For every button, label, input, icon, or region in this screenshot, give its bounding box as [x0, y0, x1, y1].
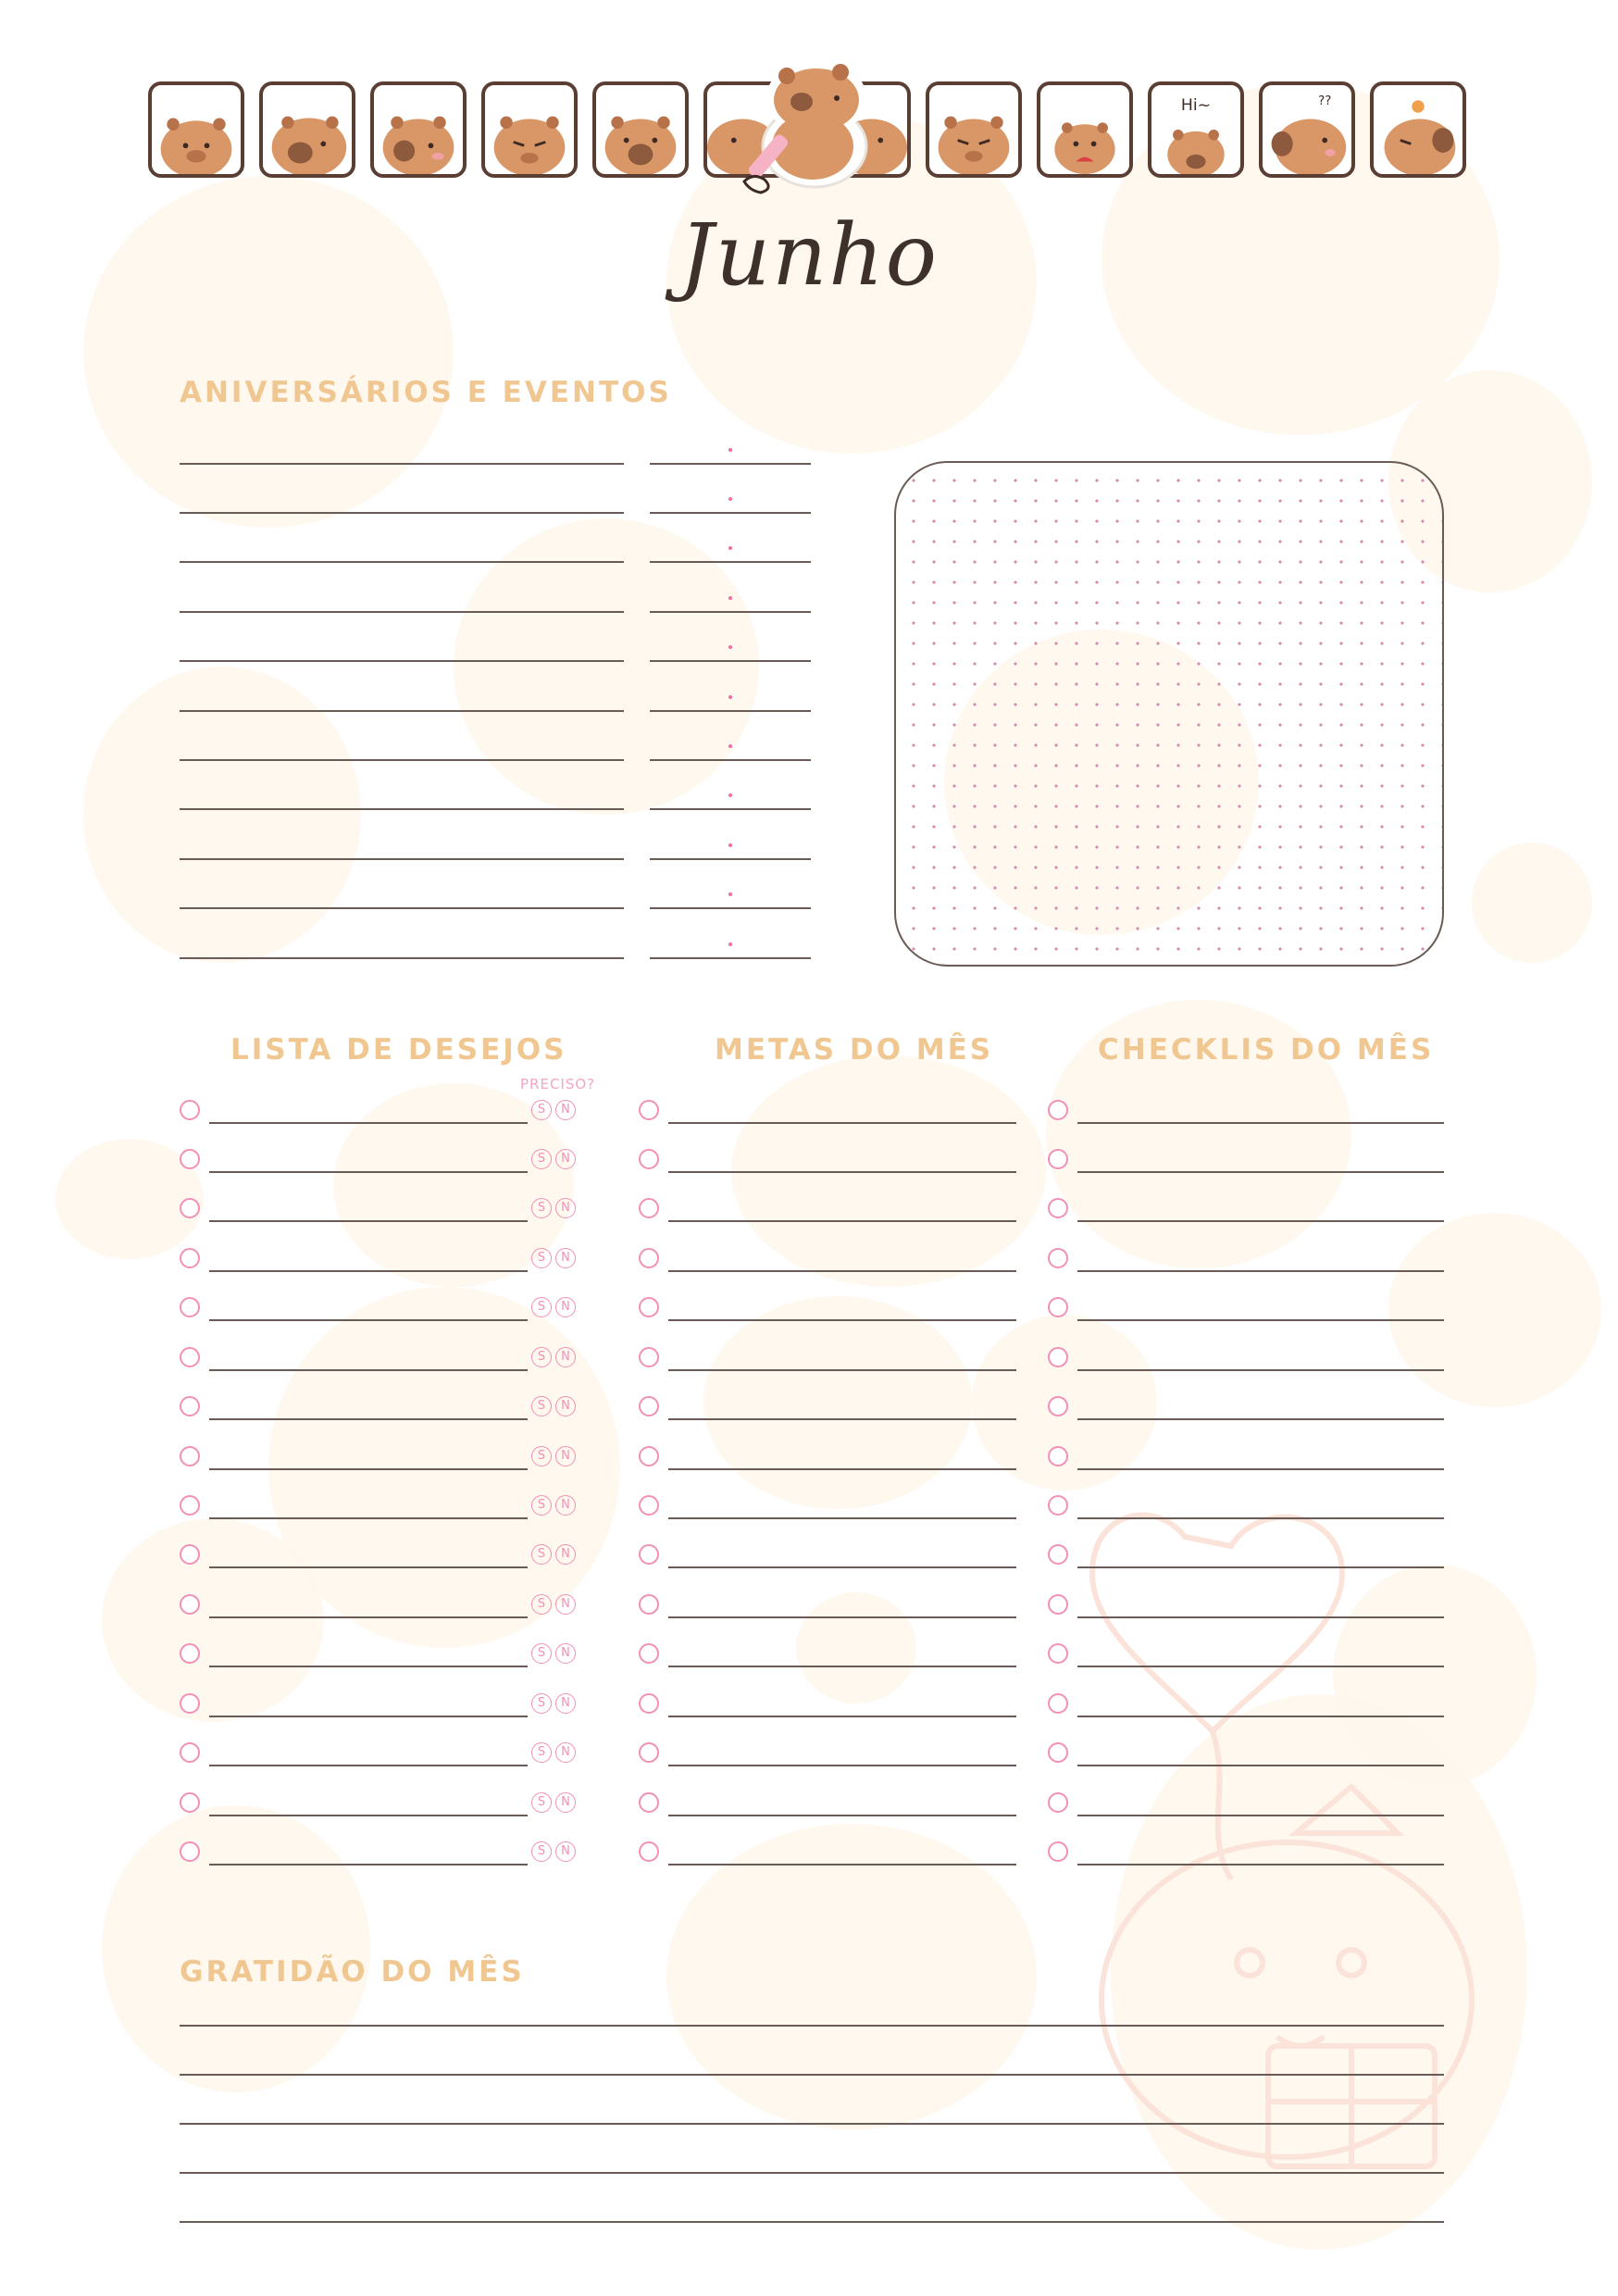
goal-line[interactable]: [668, 1864, 1016, 1866]
month-title: Junho: [678, 206, 940, 305]
yes-option[interactable]: S: [531, 1594, 552, 1615]
checklist-checkbox[interactable]: [1048, 1594, 1068, 1615]
wishlist-checkbox[interactable]: [180, 1742, 200, 1763]
checklist-checkbox[interactable]: [1048, 1841, 1068, 1862]
checklist-checkbox[interactable]: [1048, 1149, 1068, 1169]
wishlist-checkbox[interactable]: [180, 1693, 200, 1714]
goal-checkbox[interactable]: [639, 1792, 659, 1813]
goal-line[interactable]: [668, 1468, 1016, 1470]
wishlist-line[interactable]: [209, 1517, 528, 1519]
capybara-writing-pencil-icon: [713, 43, 889, 200]
goal-line[interactable]: [668, 1765, 1016, 1766]
goal-line[interactable]: [668, 1418, 1016, 1420]
checklist-checkbox[interactable]: [1048, 1693, 1068, 1714]
checklist-line[interactable]: [1077, 1468, 1444, 1470]
yes-option[interactable]: S: [531, 1742, 552, 1763]
checklist-checkbox[interactable]: [1048, 1297, 1068, 1317]
event-date-line[interactable]: [650, 561, 811, 563]
event-date-line[interactable]: [650, 759, 811, 761]
checklist-checkbox[interactable]: [1048, 1792, 1068, 1813]
wishlist-line[interactable]: [209, 1616, 528, 1618]
wishlist-line[interactable]: [209, 1815, 528, 1816]
date-separator-dot: [728, 892, 732, 896]
checklist-section-title: CHECKLIS DO MÊS: [1098, 1033, 1435, 1067]
capybara-sticker-icon: [926, 81, 1022, 178]
no-option[interactable]: N: [555, 1693, 576, 1714]
checklist-line[interactable]: [1077, 1369, 1444, 1371]
capybara-sticker-icon: [592, 81, 689, 178]
goal-line[interactable]: [668, 1517, 1016, 1519]
yes-option[interactable]: S: [531, 1347, 552, 1367]
capybara-sticker-icon: [481, 81, 578, 178]
goal-line[interactable]: [668, 1815, 1016, 1816]
dot-grid-notes-box[interactable]: [894, 461, 1444, 967]
yes-option[interactable]: S: [531, 1100, 552, 1120]
no-option[interactable]: N: [555, 1100, 576, 1120]
event-date-line[interactable]: [650, 808, 811, 810]
wishlist-checkbox[interactable]: [180, 1495, 200, 1516]
goal-checkbox[interactable]: [639, 1594, 659, 1615]
goal-checkbox[interactable]: [639, 1347, 659, 1367]
checklist-line[interactable]: [1077, 1171, 1444, 1173]
event-name-line[interactable]: [180, 808, 624, 810]
goal-checkbox[interactable]: [639, 1544, 659, 1565]
event-date-line[interactable]: [650, 907, 811, 909]
wishlist-section-title: LISTA DE DESEJOS: [230, 1033, 567, 1067]
wishlist-checkbox[interactable]: [180, 1149, 200, 1169]
gratitude-line[interactable]: [180, 2025, 1444, 2027]
event-date-line[interactable]: [650, 957, 811, 959]
checklist-checkbox[interactable]: [1048, 1396, 1068, 1416]
goal-line[interactable]: [668, 1566, 1016, 1568]
checklist-line[interactable]: [1077, 1616, 1444, 1618]
checklist-checkbox[interactable]: [1048, 1100, 1068, 1120]
preciso-label: PRECISO?: [520, 1076, 596, 1092]
yes-option[interactable]: S: [531, 1297, 552, 1317]
wishlist-checkbox[interactable]: [180, 1100, 200, 1120]
event-name-line[interactable]: [180, 907, 624, 909]
capybara-sticker-icon: [1037, 81, 1133, 178]
wishlist-checkbox[interactable]: [180, 1297, 200, 1317]
date-separator-dot: [728, 942, 732, 946]
goal-checkbox[interactable]: [639, 1495, 659, 1516]
checklist-checkbox[interactable]: [1048, 1198, 1068, 1218]
yes-option[interactable]: S: [531, 1396, 552, 1416]
goal-line[interactable]: [668, 1666, 1016, 1667]
wishlist-checkbox[interactable]: [180, 1792, 200, 1813]
wishlist-checkbox[interactable]: [180, 1347, 200, 1367]
wishlist-checkbox[interactable]: [180, 1198, 200, 1218]
no-option[interactable]: N: [555, 1495, 576, 1516]
wishlist-line[interactable]: [209, 1319, 528, 1321]
checklist-line[interactable]: [1077, 1418, 1444, 1420]
goal-checkbox[interactable]: [639, 1643, 659, 1664]
wishlist-line[interactable]: [209, 1765, 528, 1766]
no-option[interactable]: N: [555, 1248, 576, 1268]
goal-line[interactable]: [668, 1220, 1016, 1222]
yes-option[interactable]: S: [531, 1693, 552, 1714]
capybara-sticker-icon: [259, 81, 355, 178]
wishlist-line[interactable]: [209, 1270, 528, 1272]
wishlist-checkbox[interactable]: [180, 1544, 200, 1565]
wishlist-line[interactable]: [209, 1468, 528, 1470]
event-name-line[interactable]: [180, 858, 624, 860]
goal-checkbox[interactable]: [639, 1841, 659, 1862]
event-name-line[interactable]: [180, 710, 624, 712]
wishlist-checkbox[interactable]: [180, 1841, 200, 1862]
gratitude-line[interactable]: [180, 2172, 1444, 2174]
no-option[interactable]: N: [555, 1297, 576, 1317]
goal-line[interactable]: [668, 1716, 1016, 1717]
checklist-line[interactable]: [1077, 1765, 1444, 1766]
checklist-line[interactable]: [1077, 1270, 1444, 1272]
goal-checkbox[interactable]: [639, 1149, 659, 1169]
goal-line[interactable]: [668, 1171, 1016, 1173]
wishlist-line[interactable]: [209, 1666, 528, 1667]
yes-option[interactable]: S: [531, 1446, 552, 1466]
goal-checkbox[interactable]: [639, 1742, 659, 1763]
goal-checkbox[interactable]: [639, 1446, 659, 1466]
wishlist-line[interactable]: [209, 1566, 528, 1568]
no-option[interactable]: N: [555, 1792, 576, 1813]
gratitude-line[interactable]: [180, 2221, 1444, 2223]
date-separator-dot: [728, 793, 732, 797]
date-separator-dot: [728, 596, 732, 600]
date-separator-dot: [728, 645, 732, 649]
event-name-line[interactable]: [180, 759, 624, 761]
goal-line[interactable]: [668, 1270, 1016, 1272]
no-option[interactable]: N: [555, 1594, 576, 1615]
gratitude-line[interactable]: [180, 2123, 1444, 2125]
no-option[interactable]: N: [555, 1742, 576, 1763]
checklist-line[interactable]: [1077, 1815, 1444, 1816]
no-option[interactable]: N: [555, 1347, 576, 1367]
no-option[interactable]: N: [555, 1841, 576, 1862]
checklist-checkbox[interactable]: [1048, 1544, 1068, 1565]
wishlist-line[interactable]: [209, 1864, 528, 1866]
wishlist-checkbox[interactable]: [180, 1396, 200, 1416]
wishlist-checkbox[interactable]: [180, 1643, 200, 1664]
wishlist-checkbox[interactable]: [180, 1594, 200, 1615]
wishlist-line[interactable]: [209, 1418, 528, 1420]
wishlist-line[interactable]: [209, 1716, 528, 1717]
yes-option[interactable]: S: [531, 1643, 552, 1664]
goal-checkbox[interactable]: [639, 1248, 659, 1268]
goal-checkbox[interactable]: [639, 1396, 659, 1416]
goal-checkbox[interactable]: [639, 1198, 659, 1218]
date-separator-dot: [728, 843, 732, 847]
event-date-line[interactable]: [650, 660, 811, 662]
date-separator-dot: [728, 448, 732, 452]
no-option[interactable]: N: [555, 1643, 576, 1664]
event-date-line[interactable]: [650, 512, 811, 514]
yes-option[interactable]: S: [531, 1544, 552, 1565]
wishlist-checkbox[interactable]: [180, 1248, 200, 1268]
goal-line[interactable]: [668, 1369, 1016, 1371]
goals-section-title: METAS DO MÊS: [715, 1033, 994, 1067]
checklist-line[interactable]: [1077, 1666, 1444, 1667]
no-option[interactable]: N: [555, 1396, 576, 1416]
date-separator-dot: [728, 744, 732, 748]
wishlist-line[interactable]: [209, 1369, 528, 1371]
no-option[interactable]: N: [555, 1149, 576, 1169]
svg-text:Hi~: Hi~: [1180, 95, 1212, 115]
date-separator-dot: [728, 546, 732, 550]
checklist-checkbox[interactable]: [1048, 1248, 1068, 1268]
date-separator-dot: [728, 497, 732, 501]
no-option[interactable]: N: [555, 1446, 576, 1466]
event-name-line[interactable]: [180, 660, 624, 662]
svg-text:??: ??: [1318, 94, 1332, 109]
no-option[interactable]: N: [555, 1544, 576, 1565]
gratitude-section-title: GRATIDÃO DO MÊS: [180, 1955, 525, 1989]
checklist-line[interactable]: [1077, 1122, 1444, 1124]
capybara-sticker-icon: [1148, 81, 1244, 178]
gratitude-line[interactable]: [180, 2074, 1444, 2076]
checklist-checkbox[interactable]: [1048, 1643, 1068, 1664]
event-name-line[interactable]: [180, 561, 624, 563]
checklist-line[interactable]: [1077, 1566, 1444, 1568]
events-section-title: ANIVERSÁRIOS E EVENTOS: [180, 376, 672, 409]
yes-option[interactable]: S: [531, 1248, 552, 1268]
goal-checkbox[interactable]: [639, 1693, 659, 1714]
event-date-line[interactable]: [650, 463, 811, 465]
yes-option[interactable]: S: [531, 1149, 552, 1169]
event-date-line[interactable]: [650, 710, 811, 712]
capybara-sticker-icon: [148, 81, 244, 178]
checklist-line[interactable]: [1077, 1319, 1444, 1321]
event-date-line[interactable]: [650, 611, 811, 613]
checklist-checkbox[interactable]: [1048, 1446, 1068, 1466]
event-name-line[interactable]: [180, 611, 624, 613]
wishlist-checkbox[interactable]: [180, 1446, 200, 1466]
wishlist-line[interactable]: [209, 1220, 528, 1222]
checklist-checkbox[interactable]: [1048, 1495, 1068, 1516]
event-name-line[interactable]: [180, 463, 624, 465]
goal-checkbox[interactable]: [639, 1100, 659, 1120]
goal-line[interactable]: [668, 1319, 1016, 1321]
checklist-checkbox[interactable]: [1048, 1742, 1068, 1763]
capybara-sticker-icon: [1259, 81, 1355, 178]
wishlist-line[interactable]: [209, 1171, 528, 1173]
checklist-line[interactable]: [1077, 1716, 1444, 1717]
date-separator-dot: [728, 695, 732, 699]
event-date-line[interactable]: [650, 858, 811, 860]
yes-option[interactable]: S: [531, 1841, 552, 1862]
checklist-line[interactable]: [1077, 1864, 1444, 1866]
wishlist-line[interactable]: [209, 1122, 528, 1124]
capybara-sticker-icon: [1370, 81, 1466, 178]
checklist-line[interactable]: [1077, 1220, 1444, 1222]
event-name-line[interactable]: [180, 512, 624, 514]
yes-option[interactable]: S: [531, 1495, 552, 1516]
yes-option[interactable]: S: [531, 1792, 552, 1813]
yes-option[interactable]: S: [531, 1198, 552, 1218]
no-option[interactable]: N: [555, 1198, 576, 1218]
capybara-sticker-icon: [370, 81, 467, 178]
checklist-checkbox[interactable]: [1048, 1347, 1068, 1367]
event-name-line[interactable]: [180, 957, 624, 959]
goal-line[interactable]: [668, 1122, 1016, 1124]
goal-checkbox[interactable]: [639, 1297, 659, 1317]
checklist-line[interactable]: [1077, 1517, 1444, 1519]
goal-line[interactable]: [668, 1616, 1016, 1618]
